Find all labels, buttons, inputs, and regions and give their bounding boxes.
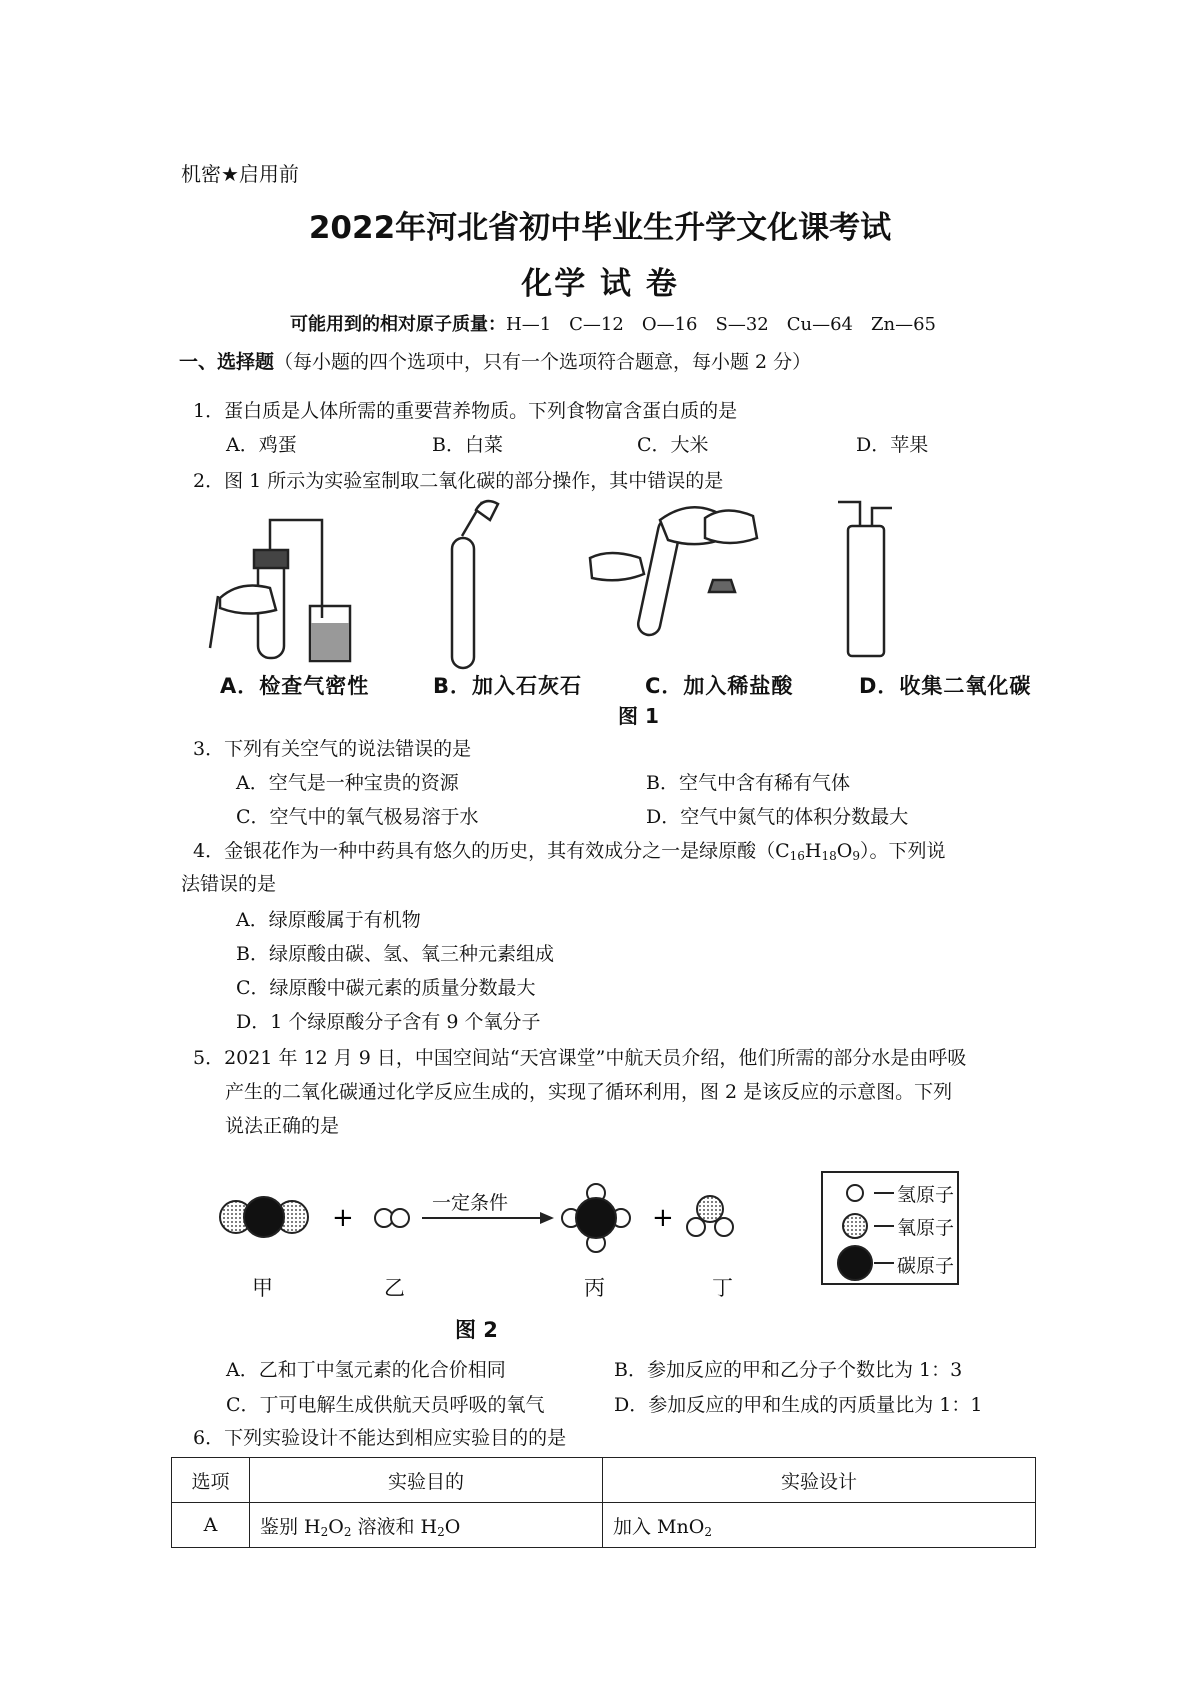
molecule-jia-co2	[220, 1197, 308, 1237]
legend-hydrogen-symbol	[847, 1185, 863, 1201]
row-a-purpose	[250, 1503, 603, 1548]
header-design: 实验设计	[603, 1458, 1036, 1503]
q4-option-c: C．绿原酸中碳元素的质量分数最大	[236, 977, 536, 999]
purpose-text-3: 溶液和 H	[351, 1515, 438, 1538]
q4-formula-sub-o: 9	[852, 849, 860, 863]
row-a-option: A	[172, 1503, 250, 1548]
q4-stem-line-2: 法错误的是	[181, 873, 277, 895]
q5-option-a: A．乙和丁中氢元素的化合价相同	[226, 1359, 506, 1381]
section-1-heading	[179, 347, 811, 374]
purpose-sub-3: 2	[437, 1524, 445, 1539]
figure-1-label-a: A．检查气密性	[220, 674, 370, 698]
q2-stem: 2．图 1 所示为实验室制取二氧化碳的部分操作，其中错误的是	[193, 470, 724, 492]
design-text: 加入 MnO	[613, 1515, 705, 1538]
q4-formula-sub-c: 16	[789, 849, 805, 863]
q1-option-a: A．鸡蛋	[226, 434, 297, 456]
molecule-bing-ch4	[562, 1184, 630, 1252]
confidential-mark: 机密★启用前	[181, 162, 299, 186]
legend-hydrogen-label: 氢原子	[897, 1184, 955, 1206]
figure-1-label-d: D．收集二氧化碳	[859, 674, 1032, 698]
atomic-masses-label: 可能用到的相对原子质量：	[290, 314, 506, 335]
q4-option-a: A．绿原酸属于有机物	[236, 909, 421, 931]
header-purpose: 实验目的	[250, 1458, 603, 1503]
purpose-sub-2: 2	[343, 1524, 352, 1539]
exam-subtitle: 化学 试 卷	[521, 266, 679, 302]
label-ding: 丁	[712, 1276, 733, 1300]
header-option: 选项	[172, 1458, 250, 1503]
airtightness-check-drawing	[210, 520, 350, 661]
figure-2-caption: 图 2	[455, 1318, 498, 1342]
q6-table	[171, 1457, 1036, 1548]
q3-stem: 3．下列有关空气的说法错误的是	[193, 738, 472, 760]
molecule-yi-h2	[375, 1209, 409, 1227]
q4-stem-pre: 4．金银花作为一种中药具有悠久的历史，其有效成分之一是绿原酸（C	[193, 840, 790, 862]
plus-sign-1: +	[332, 1203, 354, 1233]
add-limestone-drawing	[452, 501, 498, 668]
q3-option-c: C．空气中的氧气极易溶于水	[236, 806, 479, 828]
exam-title: 2022年河北省初中毕业生升学文化课考试	[308, 210, 892, 246]
q4-option-b: B．绿原酸由碳、氢、氧三种元素组成	[236, 943, 554, 965]
label-jia: 甲	[252, 1276, 273, 1300]
q3-option-a: A．空气是一种宝贵的资源	[236, 772, 459, 794]
figure-1-caption: 图 1	[618, 704, 659, 728]
legend-oxygen-label: 氧原子	[897, 1217, 955, 1239]
atomic-masses-values: H—1 C—12 O—16 S—32 Cu—64 Zn—65	[506, 314, 936, 335]
plus-sign-2: +	[652, 1203, 674, 1233]
purpose-text-1: 鉴别 H	[260, 1515, 321, 1538]
q6-stem: 6．下列实验设计不能达到相应实验目的的是	[193, 1427, 567, 1449]
figure-1-apparatus	[200, 498, 1060, 673]
q1-stem: 1．蛋白质是人体所需的重要营养物质。下列食物富含蛋白质的是	[193, 400, 738, 422]
q4-formula-o: O	[836, 840, 853, 862]
table-row	[172, 1503, 1036, 1548]
figure-1-label-b: B．加入石灰石	[433, 674, 583, 698]
design-sub: 2	[704, 1524, 712, 1539]
q5-option-b: B．参加反应的甲和乙分子个数比为 1：3	[614, 1359, 963, 1381]
legend-carbon-symbol	[838, 1246, 872, 1280]
purpose-text-4: O	[444, 1515, 461, 1538]
purpose-text-2: O	[328, 1515, 344, 1538]
reaction-arrow-head	[540, 1212, 554, 1224]
label-bing: 丙	[584, 1276, 605, 1300]
section-1-note: （每小题的四个选项中，只有一个选项符合题意，每小题 2 分）	[274, 351, 812, 373]
molecule-ding-h2o	[687, 1196, 733, 1236]
q5-stem-line-2: 产生的二氧化碳通过化学反应生成的，实现了循环利用，图 2 是该反应的示意图。下列	[225, 1081, 953, 1103]
figure-1-label-c: C．加入稀盐酸	[645, 674, 794, 698]
q1-option-d: D．苹果	[856, 434, 929, 456]
label-yi: 乙	[384, 1276, 405, 1300]
q4-formula-h: H	[804, 840, 822, 862]
q3-option-d: D．空气中氮气的体积分数最大	[646, 806, 909, 828]
reaction-condition: 一定条件	[432, 1192, 509, 1214]
section-1-title: 一、选择题	[179, 351, 275, 373]
row-a-design	[603, 1503, 1036, 1548]
legend-oxygen-symbol	[843, 1214, 867, 1238]
q5-stem-line-1: 5．2021 年 12 月 9 日，中国空间站“天宫课堂”中航天员介绍，他们所需的部分水是由呼吸	[193, 1047, 967, 1069]
q3-option-b: B．空气中含有稀有气体	[646, 772, 850, 794]
atomic-masses	[290, 310, 936, 336]
q4-stem	[193, 836, 946, 863]
q4-formula-sub-h: 18	[821, 849, 837, 863]
q5-option-d: D．参加反应的甲和生成的丙质量比为 1：1	[614, 1394, 983, 1416]
q4-option-d: D．1 个绿原酸分子含有 9 个氧分子	[236, 1011, 541, 1033]
q4-stem-post: ）。下列说	[860, 840, 946, 862]
add-hydrochloric-acid-drawing	[590, 507, 757, 637]
q1-option-c: C．大米	[637, 434, 709, 456]
collect-co2-drawing	[838, 502, 892, 656]
q5-stem-line-3: 说法正确的是	[225, 1115, 340, 1137]
legend-carbon-label: 碳原子	[897, 1255, 955, 1277]
q5-option-c: C．丁可电解生成供航天员呼吸的氧气	[226, 1394, 545, 1416]
purpose-sub-1: 2	[320, 1524, 329, 1539]
table-header-row	[172, 1458, 1036, 1503]
q1-option-b: B．白菜	[432, 434, 503, 456]
